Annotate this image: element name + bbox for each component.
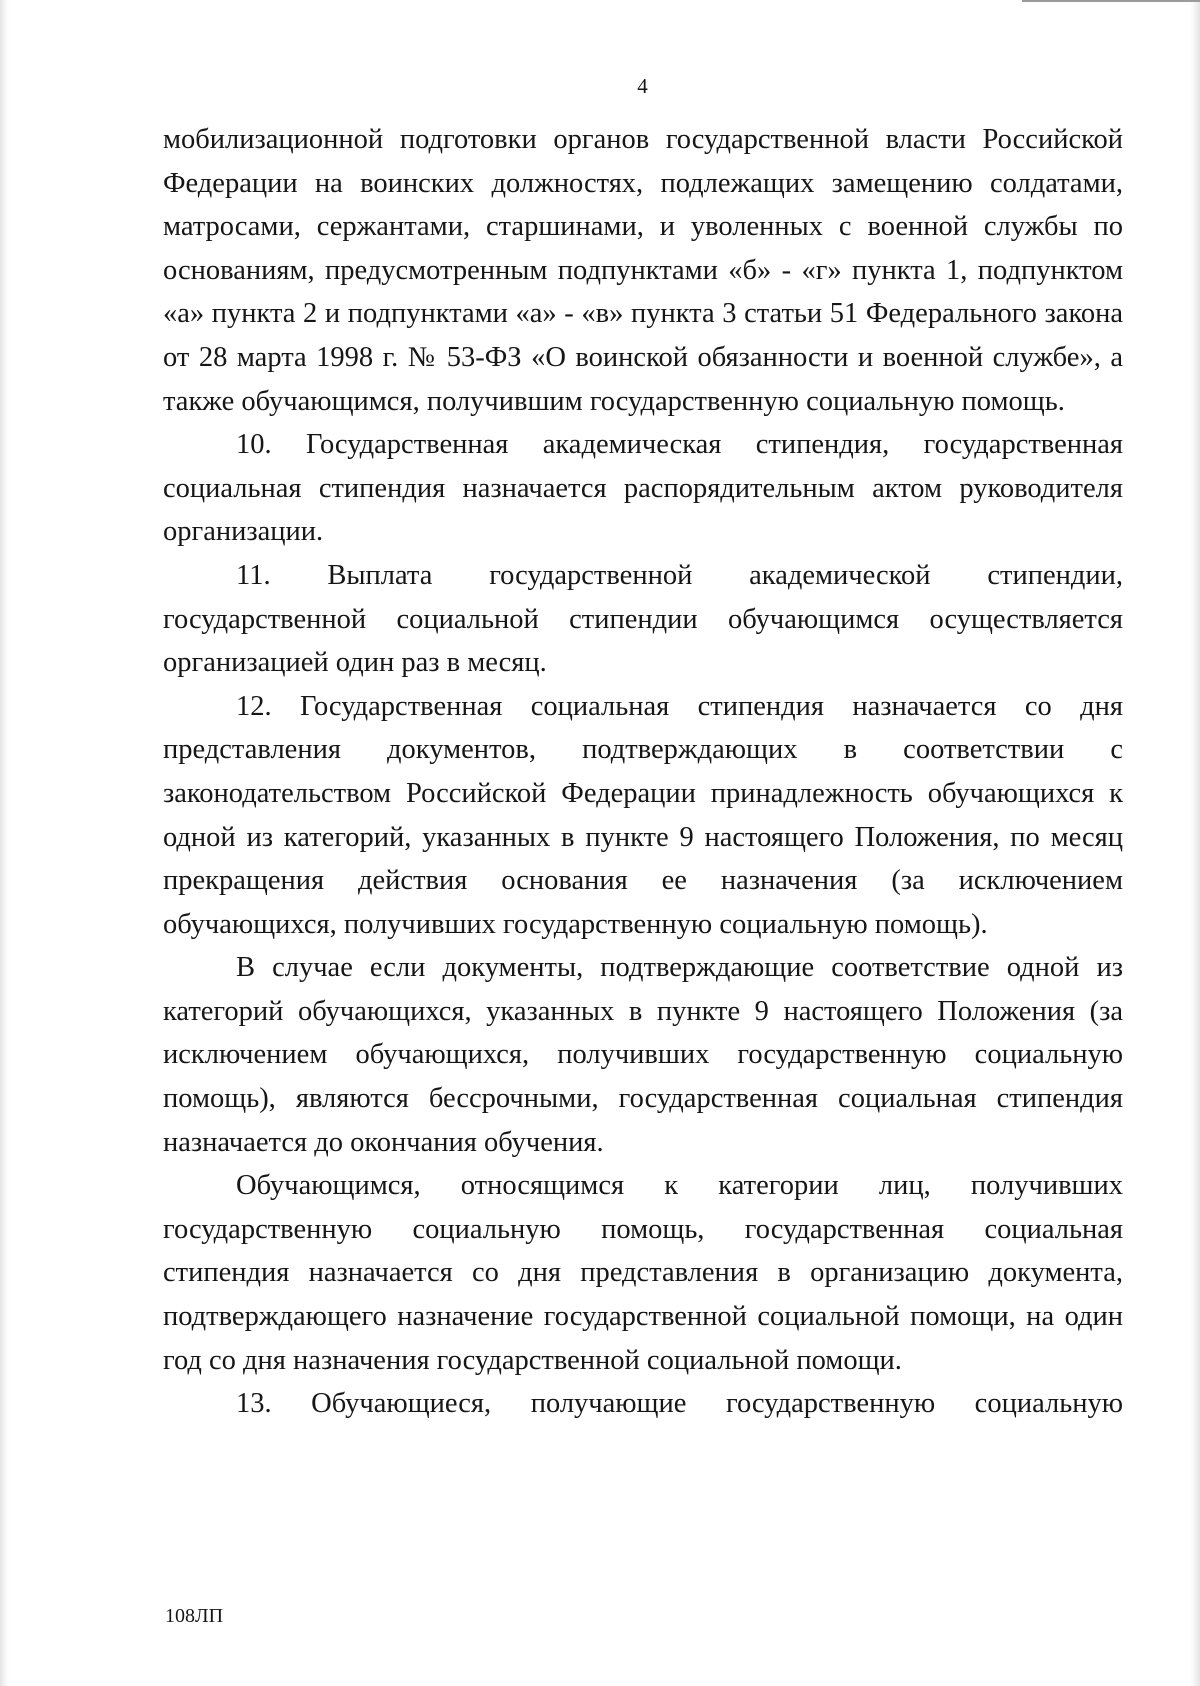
paragraph-12-social-aid: Обучающимся, относящимся к категории лиц, получивших государственную социальную помощь, государственная социальная стипендия назначается со дня представления в организацию документа, подтверждающего назначение государственной социальной помощи, на один год со дня назначения государственной социальной помощи.	[163, 1170, 1123, 1376]
document-body	[163, 118, 1123, 1426]
paragraph-12-case: В случае если документы, подтверждающие соответствие одной из категорий обучающихся, указанных в пункте 9 настоящего Положения (за исключением обучающихся, получивших государственную социальную помощь), являются бессрочными, государственная социальная стипендия назначается до окончания обучения.	[163, 952, 1123, 1158]
paragraph-13: 13. Обучающиеся, получающие государственную социальную	[236, 1388, 1123, 1420]
top-rule	[1022, 0, 1200, 2]
paragraph-continuation: мобилизационной подготовки органов государственной власти Российской Федерации на воинских должностях, подлежащих замещению солдатами, матросами, сержантами, старшинами, и уволенных с военной службы по основаниям, предусмотренным подпунктами «б» - «г» пункта 1, подпунктом «а» пункта 2 и подпунктами «а» - «в» пункта 3 статьи 51 Федерального закона от 28 марта 1998 г. № 53-ФЗ «О воинской обязанности и военной службе», а также обучающимся, получившим государственную социальную помощь.	[163, 124, 1123, 417]
paragraph-10: 10. Государственная академическая стипендия, государственная социальная стипендия назначается распорядительным актом руководителя организации.	[163, 429, 1123, 548]
document-code: 108ЛП	[165, 1605, 224, 1627]
scan-edge-right	[1190, 0, 1200, 1686]
paragraph-12: 12. Государственная социальная стипендия назначается со дня представления документов, подтверждающих в соответствии с законодательством Российской Федерации принадлежность обучающихся к одной из категорий, указанных в пункте 9 настоящего Положения, по месяц прекращения действия основания ее назначения (за исключением обучающихся, получивших государственную социальную помощь).	[163, 690, 1123, 940]
paragraph-11: 11. Выплата государственной академической стипендии, государственной социальной стипендии обучающимся осуществляется организацией один раз в месяц.	[163, 559, 1123, 679]
scan-edge-left	[0, 0, 9, 1686]
page-number: 4	[637, 74, 648, 98]
